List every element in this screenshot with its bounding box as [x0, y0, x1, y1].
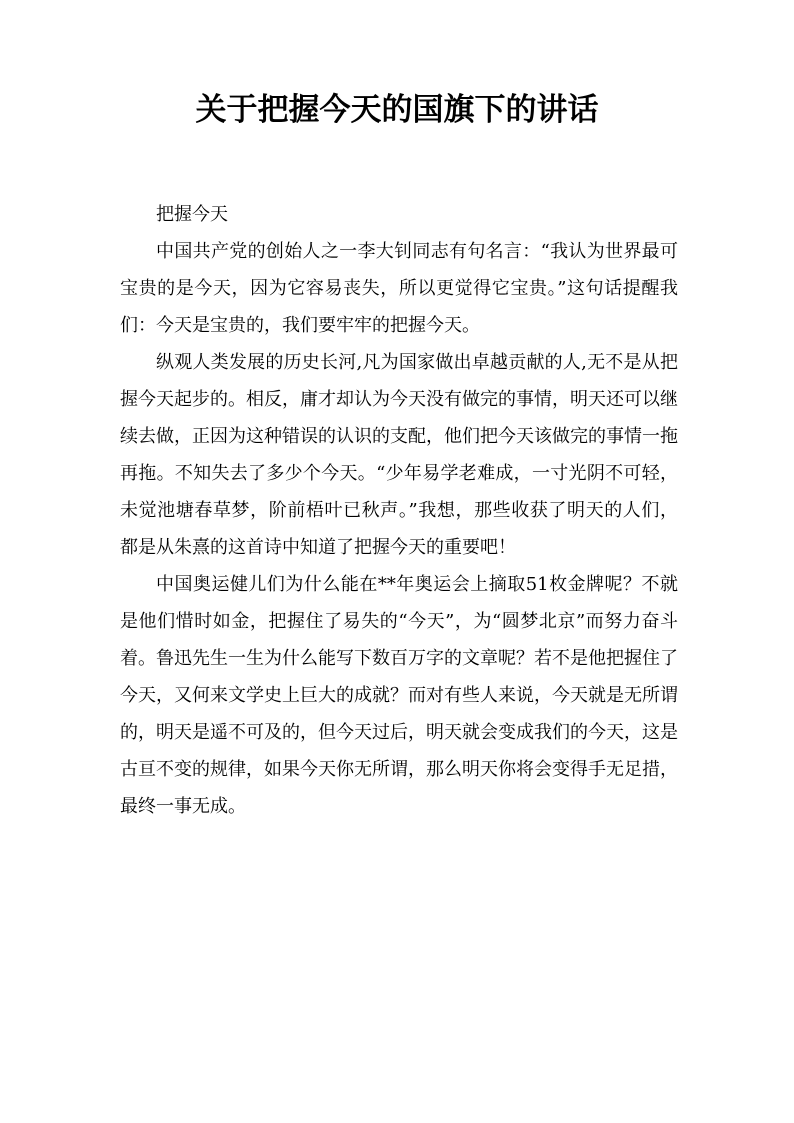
paragraph: 中国奥运健儿们为什么能在**年奥运会上摘取51枚金牌呢？不就是他们惜时如金，把握住了易失的“今天”，为“圆梦北京”而努力奋斗着。鲁迅先生一生为什么能写下数百万字的文章呢？若不是他把握住了今天，又何来文学史上巨大的成就？而对有些人来说，今天就是无所谓的，明天是遥不可及的，但今天过后，明天就会变成我们的今天，这是古亘不变的规律，如果今天你无所谓，那么明天你将会变得手无足措，最终一事无成。	[120, 574, 678, 817]
paragraph-subtitle: 把握今天	[156, 204, 228, 225]
paragraph: 纵观人类发展的历史长河,凡为国家做出卓越贡献的人,无不是从把握今天起步的。相反，庸才却认为今天没有做完的事情，明天还可以继续去做，正因为这种错误的认识的支配，他们把今天该做完的事情一拖再拖。不知失去了多少个今天。“少年易学老难成，一寸光阴不可轻，未觉池塘春草梦，阶前梧叶已秋声。”我想，那些收获了明天的人们，都是从朱熹的这首诗中知道了把握今天的重要吧！	[120, 352, 678, 558]
document-title: 关于把握今天的国旗下的讲话	[195, 92, 599, 128]
document-body	[120, 196, 678, 825]
paragraph: 中国共产党的创始人之一李大钊同志有句名言：“我认为世界最可宝贵的是今天，因为它容易丧失，所以更觉得它宝贵。”这句话提醒我们：今天是宝贵的，我们要牢牢的把握今天。	[120, 241, 678, 336]
